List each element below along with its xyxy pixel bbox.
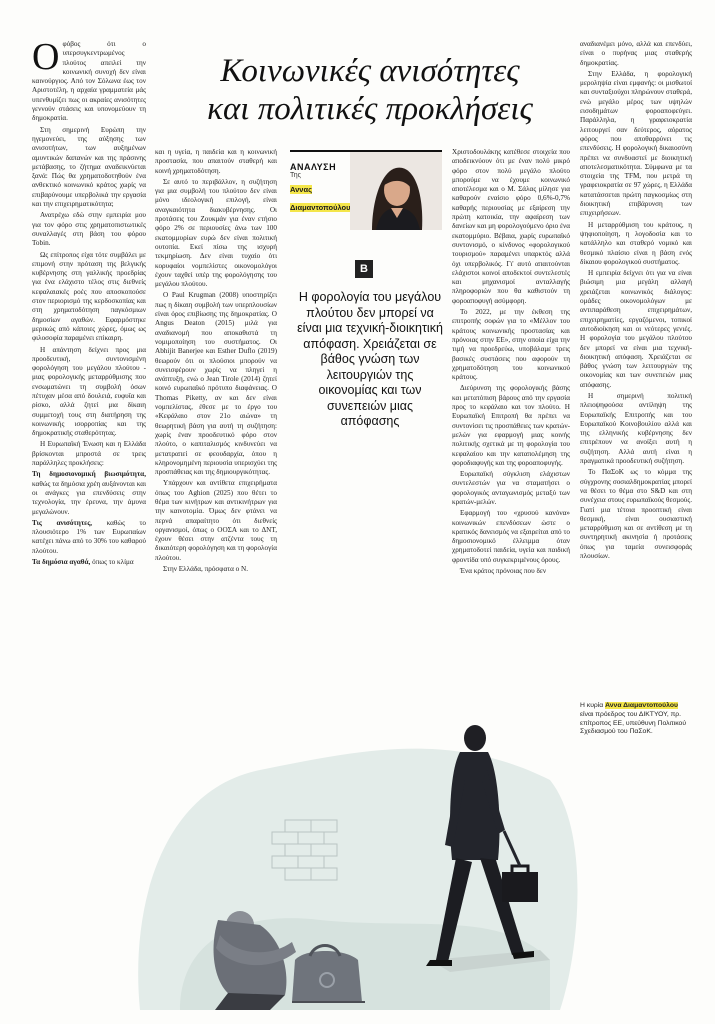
author-photo bbox=[350, 152, 442, 230]
bio-text: είναι πρόεδρος του ΔΙΚΤΥΟΥ, πρ. επίτροπος ΕΕ, υπεύθυνη Πολιτικού Σχεδιασμού του ΠαΣοΚ. bbox=[580, 710, 687, 736]
drop-cap: Ο bbox=[32, 40, 60, 78]
paragraph: Ένα κράτος πρόνοιας που δεν bbox=[460, 567, 547, 576]
paragraph: Χριστοδουλάκης κατέθεσε στοιχεία που αποδεικνύουν ότι με έναν πολύ μικρό φόρο στον πολύ μεγάλο πλούτο μπορούμε να έχουμε κοινωνικό αποτέλεσμα και ο Μ. Σάλας μίλησε για καθαρούν εναίσιο φόρο 0,6%-0,7% καθαρής περιουσίας με εξαίρεση την πρώτη κατοικία, την αφαίρεση των δανείων και μη φορολογούμενο όριο ένα εκατομμύριο. Βέβαια, χωρίς ευρωπαϊκό συντονισμό, ο κίνδυνος «φορολογικού τουρισμού» παραμένει υπαρκτός αλλά όχι υπερβολικός. Γι' αυτό απαιτούνται ελάχιστοι κοινοί αποδεκτοί συντελεστές και μηχανισμοί ανταλλαγής πληροφοριών που θα καθιστούν τη φοροαποφυγή ασύμφορη. bbox=[452, 148, 570, 305]
headline-line-2: και πολιτικές προκλήσεις bbox=[207, 91, 533, 127]
paragraph: Το ΠαΣοΚ ως το κόμμα της σύγχρονης σοσιαλδημοκρατίας μπορεί να θέσει το θέμα στο S&D και στη συνέχεια στους ευρωπαϊκούς θεσμούς. Γιατί μια τέτοια προοπτική είναι θεσμική, είναι ουσιαστική μεταρρύθμιση και σε αντίθεση με τη συντηρητική ακινησία ή προτάσεις όπως για ταμεία συνεισφοράς πλουσίων. bbox=[580, 468, 692, 561]
paragraph: Υπάρχουν και αντίθετα επιχειρήματα όπως του Aghion (2025) που θέτει το θέμα των κινήτρων και αντικινήτρων για την καινοτομία. Όμως δεν φτάνει να περνά απαραίτητο ότι διεθνείς οργανισμοί, όπως ο ΟΟΣΑ και το ΔΝΤ, έχουν θέσει στην ατζέντα τους τη δικαιότερη φορολόγηση και τη φορολογία πλούτου. bbox=[155, 479, 277, 562]
paragraph: Η εμπειρία δείχνει ότι για να είναι βιώσιμη μια μεγάλη αλλαγή χρειάζεται κοινωνικός διάλογος: ομάδες οικονομολόγων με αντιπαράθεση επιχειρημάτων, επιχειρηματίες, εργαζόμενοι, τοπικοί αυτοδιοίκηση και οι νεότερες γενιές. Η φορολογία του μεγάλου πλούτου δεν μπορεί να είναι μια τεχνική-διοικητική απόφαση. Χρειάζεται σε βάθος γνώση των λειτουργιών της οικονομίας και των συνεπειών μιας απόφασης. bbox=[580, 269, 692, 389]
bio-prefix: Η κυρία bbox=[580, 702, 604, 709]
paragraph: Στην Ελλάδα, η φορολογική μεροληψία είναι εμφανής: οι μισθωτοί και συνταξιούχοι πληρώνουν σταθερά, ενώ μεγάλο μέρος των υψηλών εισοδημάτων φοροαποφεύγει. Παράλληλα, η γραφειοκρατία λειτουργεί σαν δεύτερος, αόρατος φόρος που αποθαρρύνει τις επενδύσεις. Η φορολογική δικαιοσύνη πρέπει να συνδυαστεί με διοικητική αποτελεσματικότητα. Σύμφωνα με τα στοιχεία της TFM, που μετρά τη γραφειοκρατία σε 97 χώρες, η Ελλάδα κατατάσσεται πρώτη παγκοσμίως στη διοικητική επιβάρυνση των επιχειρήσεων. bbox=[580, 69, 692, 218]
article-illustration bbox=[120, 710, 590, 1020]
paragraph: και η υγεία, η παιδεία και η κοινωνική προστασία, που απαιτούν σταθερή και κοινή χρηματοδότηση. bbox=[155, 148, 277, 175]
paragraph: αναδιανέμει μόνο, αλλά και επενδύει, είναι ο πυρήνας μιας σταθερής δημοκρατίας. bbox=[580, 40, 692, 67]
paragraph: Εφαρμογή του «χρυσού κανόνα» κοινωνικών επενδύσεων ώστε ο κρατικός δανεισμός να εξαιρείται από το δημοσιονομικό έλλειμμα όταν χρηματοδοτεί παιδεία, υγεία και παιδική φροντίδα υπό συγκεκριμένους όρους. bbox=[452, 509, 570, 564]
article-column-1 bbox=[32, 40, 146, 690]
paragraph: Το 2022, με την έκθεση της επιτροπής σοφών για το «Μέλλον του κράτους κοινωνικής προστασίας και πρόνοιας στην ΕΕ», στην οποία είχα την τιμή να προεδρεύω, υποβάλαμε τρεις βασικές συστάσεις που αφορούν τη χρηματοδότηση του κοινωνικού κράτους. bbox=[452, 308, 570, 382]
author-portrait-icon bbox=[350, 152, 442, 230]
author-box bbox=[290, 150, 442, 228]
author-bio bbox=[580, 702, 692, 737]
paragraph: Τα δημόσια αγαθά, όπως το κλίμα bbox=[32, 558, 134, 567]
paragraph: Η Ευρωπαϊκή Ένωση και η Ελλάδα βρίσκονται μπροστά σε τρεις παράλληλες προκλήσεις: bbox=[32, 440, 146, 468]
article-column-3 bbox=[452, 148, 570, 693]
paragraph: Ο Paul Krugman (2008) υποστηρίζει πως η δίκαιη συμβολή των υπερπλουσίων είναι όρος επιβίωσης της δημοκρατίας. Ο Angus Deaton (2015) μιλά για αναδιανομή που αποκαθιστά τη νομιμοποίηση του συστήματος. Οι Abhijit Banerjee και Esther Duflo (2019) θεωρούν ότι οι πλούσιοι μπορούν να συνεισφέρουν χωρίς να πληγεί η ανάπτυξη, ενώ ο Jean Tirole (2014) ζητεί κοινό ευρωπαϊκό πρότυπο διαφάνειας. Ο Thomas Piketty, αν και δεν είναι νομπελίστας, έθεσε με το έργο του «Κεφάλαιο στον 21ο αιώνα» τη θεωρητική βάση για αυτή τη συζήτηση: χωρίς έναν προοδευτικό φόρο στον πλούτο, ο καπιταλισμός κινδυνεύει να μετατραπεί σε φεουδαρχία, όπου η κληρονομημένη περιουσία υπερισχύει της προσπάθειας και της δημιουργικότητας. bbox=[155, 291, 277, 477]
section-kicker: ΑΝΑΛΥΣΗ bbox=[290, 162, 337, 172]
paragraph: Η σημερινή πολιτική πλειοψηφούσα αντίληψη της Ευρωπαϊκής Επιτροπής και του Ευρωπαϊκού Κοινοβουλίου αλλά και της ελληνικής κυβέρνησης δεν επιτρέπουν να ανοίξει αυτή η συζήτηση. Αλλά αυτή είναι η πραγματικά προοδευτική συζήτηση. bbox=[580, 391, 692, 466]
article-headline bbox=[150, 52, 590, 128]
author-prefix: Της bbox=[290, 172, 302, 179]
paragraph: Ανατρέχω εδώ στην εμπειρία μου για τον φόρο στις χρηματοπιστωτικές συναλλαγές στη βάση του φόρου Tobin. bbox=[32, 211, 146, 248]
headline-line-1: Κοινωνικές ανισότητες bbox=[220, 53, 520, 89]
pull-quote-badge: B bbox=[355, 260, 373, 278]
author-last-name: Διαμαντοπούλου bbox=[290, 203, 351, 212]
pull-quote: Η φορολογία του μεγάλου πλούτου δεν μπορεί να είναι μια τεχνική-διοικητική απόφαση. Χρειάζεται σε βάθος γνώση των λειτουργιών της οικονομίας και των συνεπειών μιας απόφασης bbox=[297, 290, 443, 428]
paragraph: Σε αυτό το περιβάλλον, η συζήτηση για μια συμβολή του πλούτου δεν είναι μόνο ιδεολογική επιλογή, είναι αναγκαιότητα διακυβέρνησης. Οι προτάσεις του Ζουκμάν για έναν ετήσιο φόρο 2% σε περιουσίες άνω των 100 εκατομμυρίων ευρώ δεν είναι πολιτική ουτοπία. Εκεί πίσω της ισχυρή τεκμηρίωση. Δεν είναι τυχαίο ότι κορυφαίοι νομπελίστες οικονομολόγοι έχουν ταχθεί υπέρ της φορολόγησης του μεγάλου πλούτου. bbox=[155, 177, 277, 289]
paragraph: Τις ανισότητες, καθώς το πλουσιότερο 1% των Ευρωπαίων κατέχει πάνω από το 30% του καθαρού πλούτου. bbox=[32, 518, 146, 555]
paragraph: Η μεταρρύθμιση του κράτους, η ψηφιοποίηση, η λογοδοσία και το κατάλληλο και σταθερό νομικό και θεσμικό πλαίσιο είναι η βάση ενός δίκαιου φορολογικού συστήματος. bbox=[580, 220, 692, 266]
paragraph: Διεύρυνση της φορολογικής βάσης και μετατόπιση βάρους από την εργασία προς το κεφάλαιο και τον πλούτο. Η Ευρωπαϊκή Επιτροπή θα πρέπει να συντονίσει τις προσπάθειες των κρατών-μελών για εφαρμογή μιας κοινής πολιτικής σχετικά με τη φορολογία του κεφαλαίου και την καταπολέμηση της φοροδιαφυγής και της φοροαποφυγής. bbox=[452, 384, 570, 467]
article-column-4 bbox=[580, 40, 692, 690]
paragraph: Στην Ελλάδα, πρόσφατα ο Ν. bbox=[163, 565, 249, 574]
author-label bbox=[290, 152, 351, 228]
article-column-2 bbox=[155, 148, 277, 693]
paragraph: Η απάντηση δείχνει προς μια προοδευτική, συντονισμένη φορολόγηση του μεγάλου πλούτου - μιας φορολογικής μεταρρύθμισης που ενσωματώνει τη συμβολή όσων πέτυχαν μέσα από δουλειά, ευφυΐα και ρίσκο, αλλά ζητεί μια δίκαιη συμμετοχή τους στη διατήρηση της κοινωνικής ισορροπίας και της δημοκρατικής σταθερότητας. bbox=[32, 345, 146, 438]
paragraph: Ευρωπαϊκή σύγκλιση ελάχιστων συντελεστών για να σταματήσει ο φορολογικός ανταγωνισμός μεταξύ των κρατών-μελών. bbox=[452, 470, 570, 506]
paragraph: Ως επίτροπος είχα τότε συμβάλει με επιμονή στην πρόταση της βελγικής κυβέρνησης στη γαλλικής προεδρίας για ένα ελάχιστο τέλος στις διεθνείς κεφαλαιακές ροές που αποσκοπούσε στον περιορισμό της κερδοσκοπίας και στη χρηματοδότηση παγκόσμιων δημοσίων αγαθών. Εφαρμόστηκε μερικώς από κάποιες χώρες, όμως ως φιλοσοφία παραμένει επίκαιρη. bbox=[32, 250, 146, 343]
paragraph: Στη σημερινή Ευρώπη την ηγεμονεύει, της αύξησης των ανισοτήτων, των αυξημένων αμυντικών δαπανών και της πράσινης μετάβασης, το ζήτημα αναδεικνύεται ξανά: Πώς θα χρηματοδοτηθούν ένα ανθεκτικό κοινωνικό κράτος χωρίς να επιβαρύνουμε υπερβολικά την εργασία και την επιχειρηματικότητα; bbox=[32, 125, 146, 209]
bio-name: Αννα Διαμαντοπούλου bbox=[605, 702, 678, 709]
paragraph: Οφόβος ότι ο υπερσυγκεντρωμένος πλούτος απειλεί την κοινωνική συνοχή δεν είναι καινούργιος. Από τον Σόλωνα έως τον Αριστοτέλη, η αρχαία γραμματεία μάς υπενθυμίζει πως οι ακραίες ανισότητες γεννούν στάσεις και υπονομεύουν τη δημοκρατία. bbox=[32, 40, 146, 123]
paragraph: Τη δημοσιονομική βιωσιμότητα, καθώς τα δημόσια χρέη αυξάνονται και οι ανάγκες για επενδύσεις στην τεχνολογία, την έρευνα, την άμυνα μεγαλώνουν. bbox=[32, 470, 146, 516]
author-first-name: Αννας bbox=[290, 185, 312, 194]
